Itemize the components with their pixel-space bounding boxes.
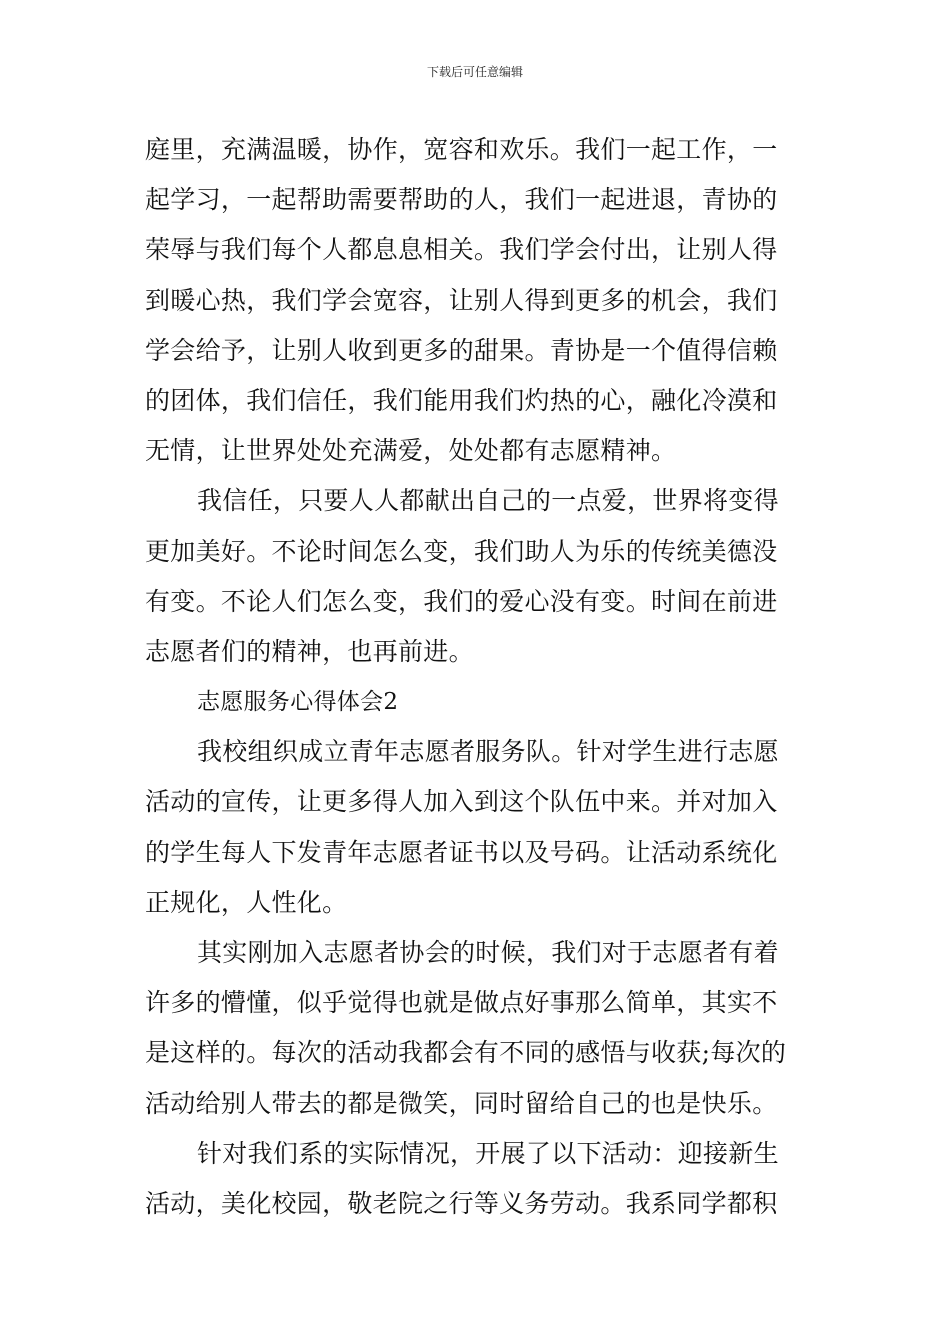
text-line: 的团体，我们信任，我们能用我们灼热的心，融化冷漠和 — [145, 385, 778, 415]
text-line: 有变。不论人们怎么变，我们的爱心没有变。时间在前进 — [145, 586, 778, 616]
document-body — [145, 125, 810, 1229]
paragraph-first-line: 其实刚加入志愿者协会的时候，我们对于志愿者有着 — [197, 938, 779, 967]
text-line: 无情，让世界处处充满爱，处处都有志愿精神。 — [145, 436, 677, 466]
paragraph-first-line: 针对我们系的实际情况，开展了以下活动：迎接新生 — [197, 1138, 779, 1168]
text-line: 到暖心热，我们学会宽容，让别人得到更多的机会，我们 — [145, 285, 778, 315]
text-line: 许多的懵懂，似乎觉得也就是做点好事那么简单，其实不 — [145, 988, 778, 1018]
text-line: 的学生每人下发青年志愿者证书以及号码。让活动系统化 — [145, 837, 778, 867]
text-line: 活动给别人带去的都是微笑，同时留给自己的也是快乐。 — [145, 1088, 778, 1118]
text-line: 正规化，人性化。 — [145, 887, 348, 917]
text-line: 活动的宣传，让更多得人加入到这个队伍中来。并对加入 — [145, 787, 778, 817]
section-heading: 志愿服务心得体会2 — [197, 689, 399, 716]
text-line: 起学习，一起帮助需要帮助的人，我们一起进退，青协的 — [145, 185, 778, 215]
text-line: 学会给予，让别人收到更多的甜果。青协是一个值得信赖 — [145, 335, 778, 365]
paragraph-first-line: 我校组织成立青年志愿者服务队。针对学生进行志愿 — [197, 737, 779, 767]
text-line: 荣辱与我们每个人都息息相关。我们学会付出，让别人得 — [145, 235, 778, 265]
text-line: 活动，美化校园，敬老院之行等义务劳动。我系同学都积 — [145, 1188, 778, 1218]
text-line: 庭里，充满温暖，协作，宽容和欢乐。我们一起工作，一 — [145, 135, 778, 164]
text-line: 更加美好。不论时间怎么变，我们助人为乐的传统美德没 — [145, 536, 778, 566]
page-header: 下载后可任意编辑 — [426, 65, 523, 79]
text-line: 是这样的。每次的活动我都会有不同的感悟与收获;每次的 — [145, 1038, 787, 1068]
paragraph-first-line: 我信任，只要人人都献出自己的一点爱，世界将变得 — [197, 486, 779, 516]
text-line: 志愿者们的精神，也再前进。 — [145, 636, 474, 666]
